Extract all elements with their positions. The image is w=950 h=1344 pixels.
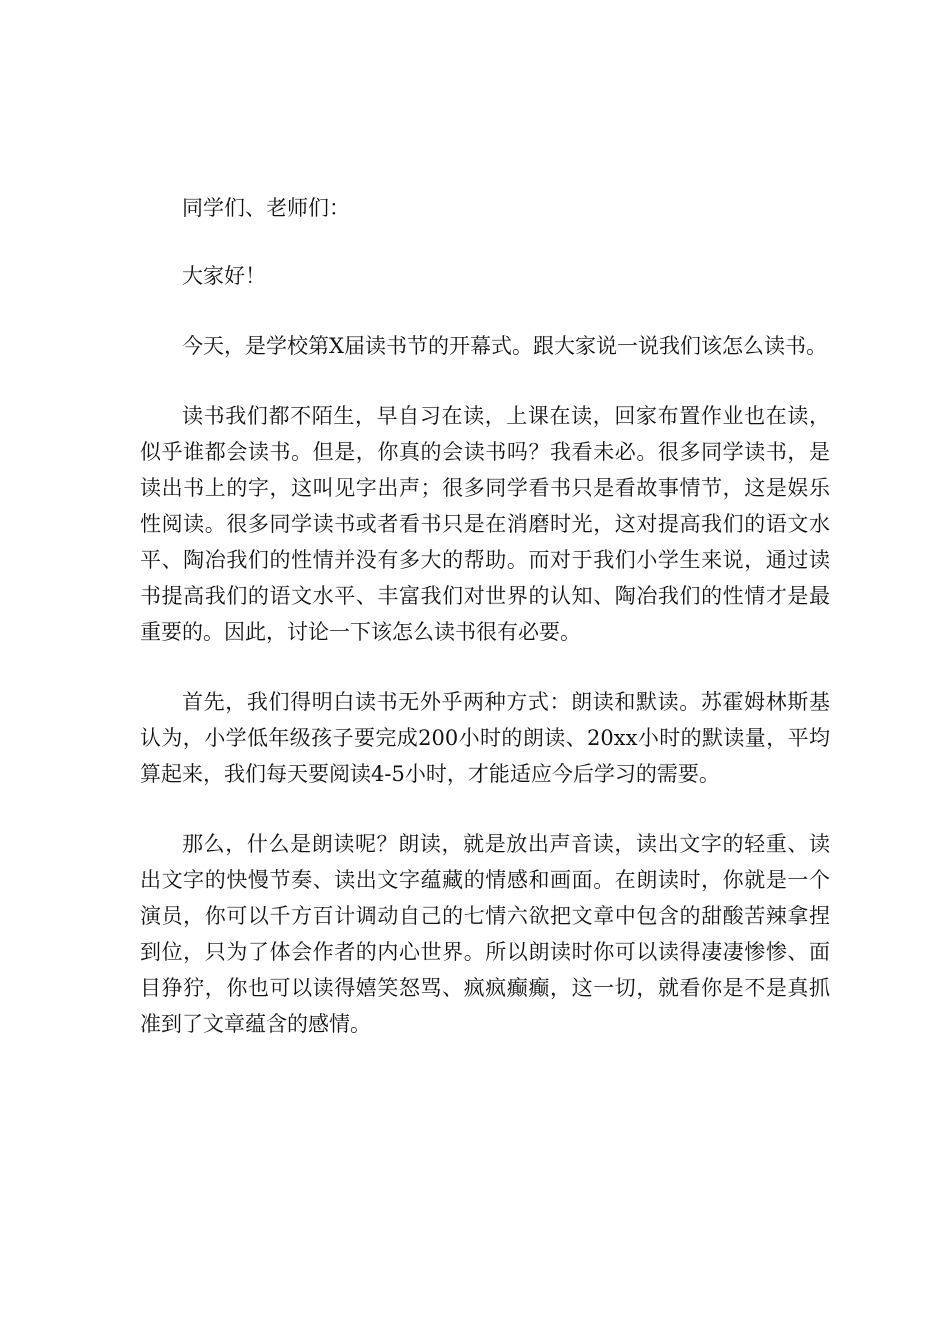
greeting: 大家好！	[182, 264, 266, 288]
salutation: 同学们、老师们：	[182, 196, 350, 220]
document-body	[140, 190, 830, 1076]
paragraph-reading-aloud: 那么，什么是朗读呢？朗读，就是放出声音读，读出文字的轻重、读出文字的快慢节奏、读出文字蕴藏的情感和画面。在朗读时，你就是一个演员，你可以千方百计调动自己的七情六欲把文章中包含的甜酸苦辣拿捏到位，只为了体会作者的内心世界。所以朗读时你可以读得凄凄惨惨、面目狰狞，你也可以读得嬉笑怒骂、疯疯癫癫，这一切，就看你是不是真抓准到了文章蕴含的感情。	[140, 832, 830, 1036]
paragraph-reading-methods: 首先，我们得明白读书无外乎两种方式：朗读和默读。苏霍姆林斯基认为，小学低年级孩子要完成200小时的朗读、20xx小时的默读量，平均算起来，我们每天要阅读4-5小时，才能适应今后学习的需要。	[140, 690, 830, 786]
paragraph-reading-habits: 读书我们都不陌生，早自习在读，上课在读，回家布置作业也在读，似乎谁都会读书。但是，你真的会读书吗？我看未必。很多同学读书，是读出书上的字，这叫见字出声；很多同学看书只是看故事情节，这是娱乐性阅读。很多同学读书或者看书只是在消磨时光，这对提高我们的语文水平、陶冶我们的性情并没有多大的帮助。而对于我们小学生来说，通过读书提高我们的语文水平、丰富我们对世界的认知、陶冶我们的性情才是最重要的。因此，讨论一下该怎么读书很有必要。	[140, 404, 830, 644]
paragraph-opening: 今天，是学校第X届读书节的开幕式。跟大家说一说我们该怎么读书。	[182, 334, 827, 358]
